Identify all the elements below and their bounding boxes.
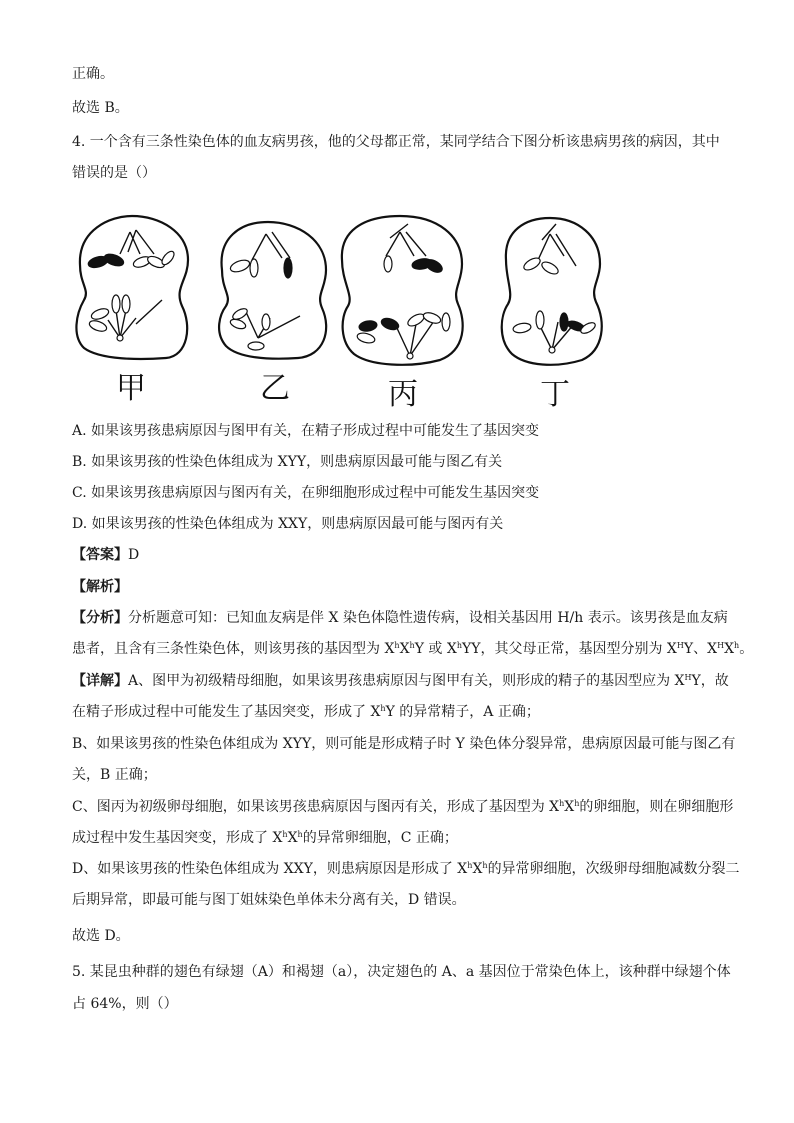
text-segment: X [564,799,575,815]
analysis-label: 【解析】 [72,579,128,595]
superscript: h [380,704,386,713]
analysis-line-2 [72,639,753,659]
text-segment: Y，故 [691,673,729,689]
superscript: h [297,830,303,839]
superscript: h [734,641,740,650]
detail-line-8: 后期异常，即最可能与图丁姐妹染色单体未分离有关，D 错误。 [72,892,466,908]
superscript: H [717,641,725,650]
text-segment: A、图甲为初级精母细胞，如果该男孩患病原因与图甲有关，则形成的精子的基因型应为 X [128,673,685,689]
text-line: 正确。 [72,66,114,82]
figure-label-ding: 丁 [540,377,570,410]
text-line: 故选 B。 [72,100,129,116]
superscript: h [467,861,473,870]
text-segment: C、图丙为初级卵母细胞，如果该男孩患病原因与图丙有关，形成了基因型为 X [72,799,560,815]
answer-line [72,545,139,565]
detail-line-2 [72,702,540,722]
detail-line-5 [72,797,733,817]
superscript: h [456,641,462,650]
superscript: h [409,641,415,650]
figure-label-jia: 甲 [116,371,146,406]
question-4-line-2: 错误的是（） [72,165,156,181]
text-segment: X [472,861,483,877]
text-segment: Y 的异常精子，A 正确； [385,704,540,720]
cell-outline [502,218,602,365]
cell-outline [219,222,326,359]
question-4-line-1: 4. 一个含有三条性染色体的血友病男孩，他的父母都正常，某同学结合下图分析该患病男孩的病因，其中 [72,134,720,150]
text-segment: X [399,641,410,657]
superscript: h [482,861,488,870]
text-segment: 分析题意可知：已知血友病是伴 X 染色体隐性遗传病，设相关基因用 H/h 表示。该男孩是血友病 [128,610,728,626]
text-segment: 在精子形成过程中可能发生了基因突变，形成了 X [72,704,381,720]
text-segment: 患者，且含有三条性染色体，则该男孩的基因型为 X [72,641,395,657]
detail-line-4: 关，B 正确； [72,767,157,783]
answer-value: D [128,547,140,563]
xiangjie-label: 【详解】 [72,673,128,689]
text-segment: D、如果该男孩的性染色体组成为 XXY，则患病原因是形成了 X [72,861,468,877]
option-d: D. 如果该男孩的性染色体组成为 XXY，则患病原因最可能与图丙有关 [72,516,504,532]
analysis-heading [72,577,128,597]
text-segment: Y、X [683,641,718,657]
question-5-line-2: 占 64%，则（） [72,996,178,1012]
answer-label: 【答案】 [72,547,128,563]
text-segment: 成过程中发生基因突变，形成了 X [72,830,283,846]
superscript: h [394,641,400,650]
final-answer: 故选 D。 [72,928,130,944]
text-segment: X [724,641,735,657]
text-segment: Y 或 X [414,641,457,657]
detail-line-7 [72,859,740,879]
superscript: H [676,641,684,650]
text-segment: 。 [739,641,754,657]
superscript: h [574,799,580,808]
superscript: h [559,799,565,808]
detail-line-3: B、如果该男孩的性染色体组成为 XYY，则可能是形成精子时 Y 染色体分裂异常，患病原因最可能与图乙有 [72,736,736,752]
option-a: A. 如果该男孩患病原因与图甲有关，在精子形成过程中可能发生了基因突变 [72,423,540,439]
cell-outline [342,216,463,365]
text-segment: YY，其父母正常，基因型分别为 X [461,641,677,657]
fenxi-label: 【分析】 [72,610,128,626]
text-segment: 的异常卵细胞，C 正确； [302,830,458,846]
option-c: C. 如果该男孩患病原因与图丙有关，在卵细胞形成过程中可能发生基因突变 [72,485,540,501]
text-segment: X [287,830,298,846]
question-5-line-1: 5. 某昆虫种群的翅色有绿翅（A）和褐翅（a），决定翅色的 A、a 基因位于常染色体上，该种群中绿翅个体 [72,964,731,980]
option-b: B. 如果该男孩的性染色体组成为 XYY，则患病原因最可能与图乙有关 [72,454,503,470]
detail-line-6 [72,828,458,848]
meiosis-figure [70,210,630,410]
detail-line-1 [72,671,729,691]
superscript: H [684,673,692,682]
figure-label-bing: 丙 [388,377,418,410]
figure-label-yi: 乙 [260,371,290,406]
text-segment: 的异常卵细胞，次级卵母细胞减数分裂二 [487,861,740,877]
superscript: h [282,830,288,839]
analysis-line-1 [72,608,728,628]
text-segment: 的卵细胞，则在卵细胞形 [579,799,734,815]
